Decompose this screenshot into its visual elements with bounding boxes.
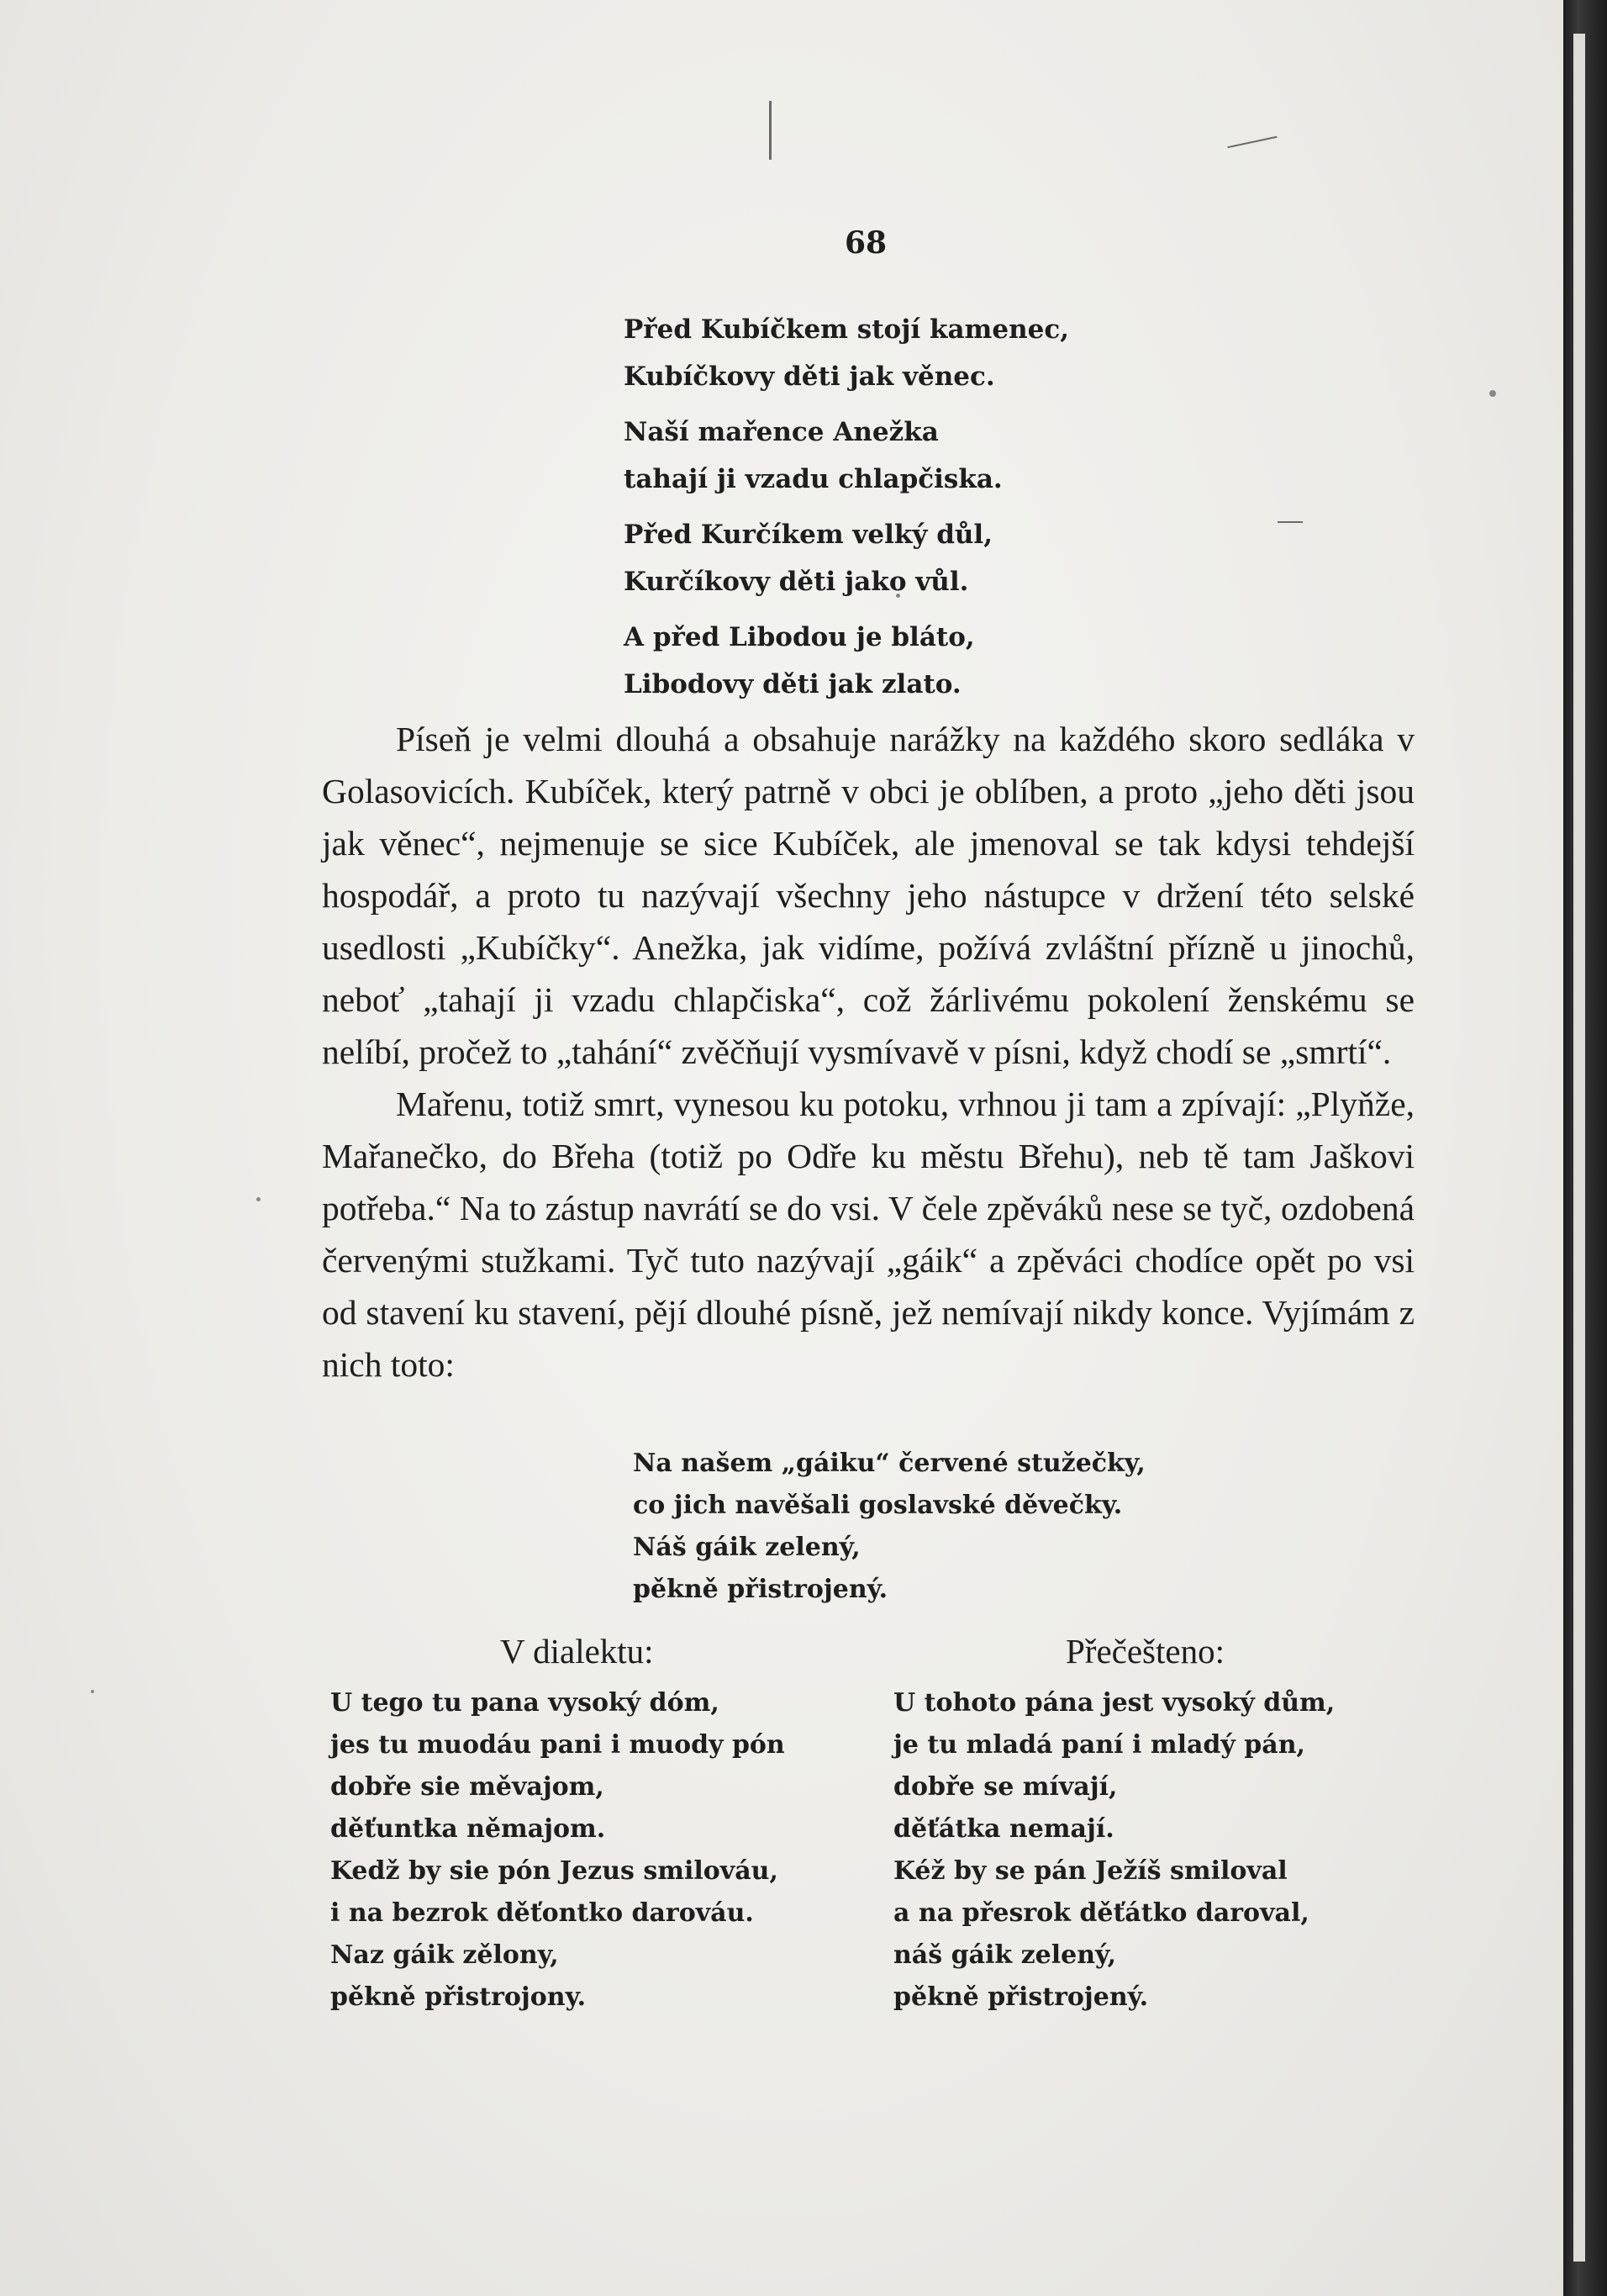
page-number: 68 [844,225,888,261]
verse-line: Před Kubíčkem stojí kamenec, [624,314,1070,345]
verse-line: Kurčíkovy děti jako vůl. [624,567,969,597]
verse-line: Naší mařence Anežka [624,417,939,447]
dialect-line: dobře sie měvajom, [330,1772,604,1802]
dialect-line: děťuntka němajom. [330,1814,606,1844]
verse-stanza [624,409,1069,503]
reading-column [893,1682,1335,2019]
dialect-line: U tego tu pana vysoký dóm, [330,1688,719,1718]
reading-line: pěkně přistrojený. [893,1982,1149,2012]
paragraph: Mařenu, totiž smrt, vynesou ku potoku, vrhnou ji tam a zpívají: „Plyňže, Mařanečko, do Břeha (totiž po Odře ku městu Břehu), neb tě tam Jaškovi potřeba.“ Na to zástup navrátí se do vsi. V čele zpěváků nese se tyč, ozdobená červenými stužkami. Tyč tuto nazývají „gáik“ a zpěváci chodíce opět po vsi od stavení ku stavení, pějí dlouhé písně, jež nemívají nikdy konce. Vyjímám z nich toto: [322,1085,1415,1384]
dialect-line: Naz gáik zělony, [330,1940,559,1970]
paragraph: Píseň je velmi dlouhá a obsahuje narážky na každého skoro sedláka v Golasovicích. Kubíček, který patrně v obci je oblíben, a proto „jeho děti jsou jak věnec“, nejmenuje se sice Kubíček, ale jmenoval se tak kdysi tehdejší hospodář, a proto tu nazývají všechny jeho nástupce v držení této selské usedlosti „Kubíčky“. Anežka, jak vidíme, požívá zvláštní přízně u jinochů, neboť „tahají ji vzadu chlapčiska“, což žárlivému pokolení ženskému se nelíbí, pročež to „tahání“ zvěčňují vysmívavě v písni, když chodí se „smrtí“. [322,720,1415,1071]
verse-line: Kubíčkovy děti jak věnec. [624,362,995,392]
song-line: Náš gáik zelený, [633,1533,861,1562]
verse-line: Před Kurčíkem velký důl, [624,520,993,550]
body-text [322,713,1415,1391]
song-line: pěkně přistrojený. [633,1575,888,1604]
next-page-edge [1573,34,1585,2262]
scan-speck [256,1197,261,1201]
verse-line: tahají ji vzadu chlapčiska. [624,464,1003,494]
gaik-song [633,1443,1146,1611]
verse-line: Libodovy děti jak zlato. [624,669,962,699]
verse-stanza [624,511,1069,605]
reading-line: a na přesrok děťátko daroval, [893,1898,1309,1928]
dialect-line: i na bezrok děťontko darováu. [330,1898,754,1928]
dialect-heading: V dialektu: [500,1632,654,1671]
dialect-line: pěkně přistrojony. [330,1982,587,2012]
dialect-line: jes tu muodáu pani i muody pón [330,1730,785,1760]
reading-line: dobře se mívají, [893,1772,1118,1802]
reading-line: děťátka nemají. [893,1814,1114,1844]
reading-line: je tu mladá paní i mladý pán, [893,1730,1305,1760]
scan-mark [1227,136,1277,148]
reading-heading: Přečešteno: [1066,1632,1225,1671]
scan-mark [1278,521,1303,523]
dialect-line: Kedž by sie pón Jezus smilováu, [330,1856,778,1886]
verse-stanza [624,306,1069,400]
opening-verse [624,306,1069,716]
scan-mark [769,101,772,160]
song-line: co jich navěšali goslavské děvečky. [633,1491,1123,1520]
scan-speck [1489,390,1496,397]
verse-line: A před Libodou je bláto, [624,622,975,652]
song-line: Na našem „gáiku“ červené stužečky, [633,1449,1146,1478]
dialect-column [330,1682,785,2019]
reading-line: Kéž by se pán Ježíš smiloval [893,1856,1288,1886]
reading-line: náš gáik zelený, [893,1940,1117,1970]
scan-border [1563,0,1607,2296]
verse-stanza [624,614,1069,708]
reading-line: U tohoto pána jest vysoký dům, [893,1688,1336,1718]
scan-speck [91,1690,94,1693]
